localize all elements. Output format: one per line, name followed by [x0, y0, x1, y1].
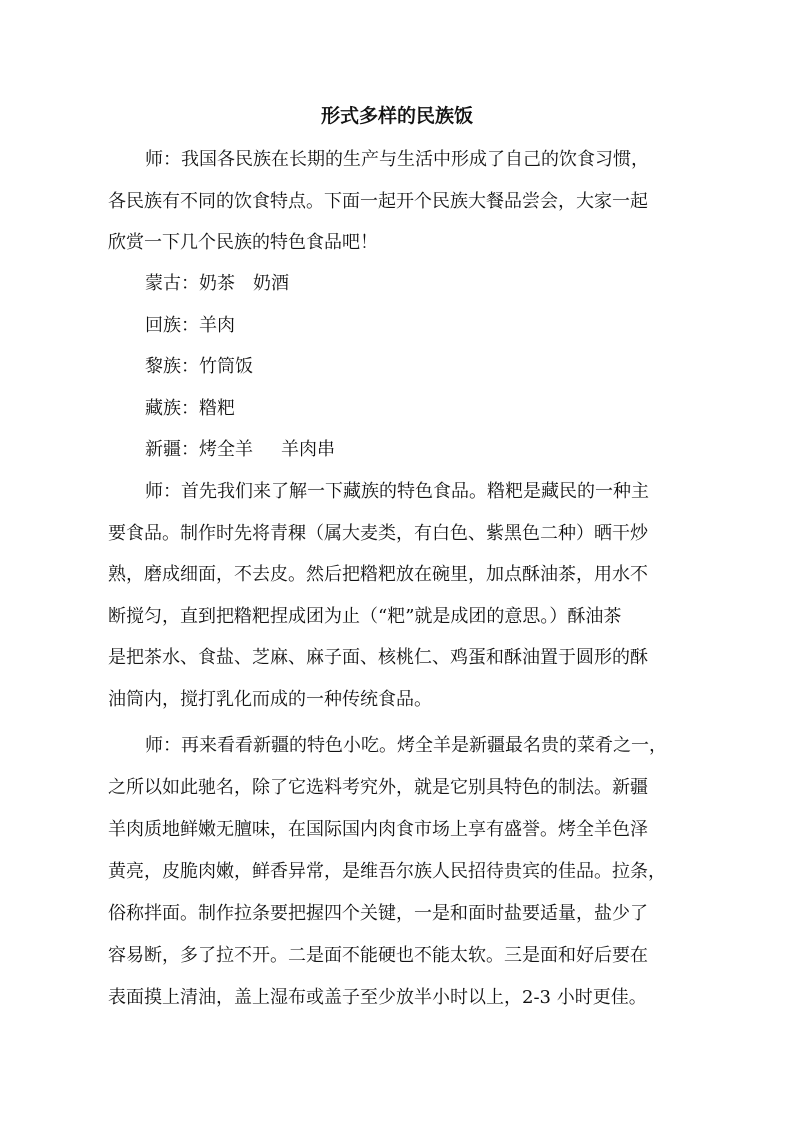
- xinjiang-line: 容易断，多了拉不开。二是面不能硬也不能太软。三是面和好后要在: [108, 945, 648, 966]
- xinjiang-line: 表面摸上清油，盖上湿布或盖子至少放半小时以上，2-3 小时更佳。: [108, 987, 647, 1008]
- tibet-line: 熟，磨成细面，不去皮。然后把糌粑放在碗里，加点酥油茶，用水不: [108, 564, 648, 585]
- xinjiang-line: 俗称拌面。制作拉条要把握四个关键，一是和面时盐要适量，盐少了: [108, 903, 648, 924]
- ethnic-label: 回族：: [145, 315, 199, 336]
- tibet-line: 断搅匀，直到把糌粑捏成团为止（“粑”就是成团的意思。）酥油茶: [108, 606, 622, 627]
- tibet-line: 油筒内，搅打乳化而成的一种传统食品。: [108, 689, 432, 710]
- food-name: 奶酒: [253, 273, 289, 294]
- food-name: 羊肉串: [281, 439, 335, 460]
- food-name: 烤全羊: [199, 439, 253, 460]
- tibet-line: 是把茶水、食盐、芝麻、麻子面、核桃仁、鸡蛋和酥油置于圆形的酥: [108, 647, 648, 668]
- food-item-xinjiang: [145, 438, 335, 462]
- ethnic-label: 新疆：: [145, 439, 199, 460]
- intro-line: 各民族有不同的饮食特点。下面一起开个民族大餐品尝会，大家一起: [108, 191, 648, 212]
- food-name: 糌粑: [199, 398, 235, 419]
- xinjiang-line: 羊肉质地鲜嫩无膻味，在国际国内肉食市场上享有盛誉。烤全羊色泽: [108, 819, 648, 840]
- ethnic-label: 蒙古：: [145, 273, 199, 294]
- tibet-line: 师：首先我们来了解一下藏族的特色食品。糌粑是藏民的一种主: [145, 481, 649, 502]
- intro-line: 师：我国各民族在长期的生产与生活中形成了自己的饮食习惯，: [145, 149, 649, 170]
- food-item-hui: [145, 314, 235, 338]
- food-item-li: [145, 355, 253, 379]
- xinjiang-line: 黄亮，皮脆肉嫩，鲜香异常，是维吾尔族人民招待贵宾的佳品。拉条，: [108, 861, 666, 882]
- food-name: 羊肉: [199, 315, 235, 336]
- ethnic-label: 黎族：: [145, 356, 199, 377]
- food-name: 奶茶: [199, 273, 235, 294]
- tibet-line: 要食品。制作时先将青稞（属大麦类，有白色、紫黑色二种）晒干炒: [108, 523, 648, 544]
- food-item-mongolia: [145, 272, 289, 296]
- document-title: 形式多样的民族饭: [320, 105, 473, 127]
- food-name: 竹筒饭: [199, 356, 253, 377]
- xinjiang-line: 之所以如此驰名，除了它选料考究外，就是它别具特色的制法。新疆: [108, 777, 648, 798]
- food-item-tibet: [145, 397, 235, 421]
- ethnic-label: 藏族：: [145, 398, 199, 419]
- intro-line: 欣赏一下几个民族的特色食品吧！: [108, 232, 378, 253]
- xinjiang-line: 师：再来看看新疆的特色小吃。烤全羊是新疆最名贵的菜肴之一，: [145, 735, 667, 756]
